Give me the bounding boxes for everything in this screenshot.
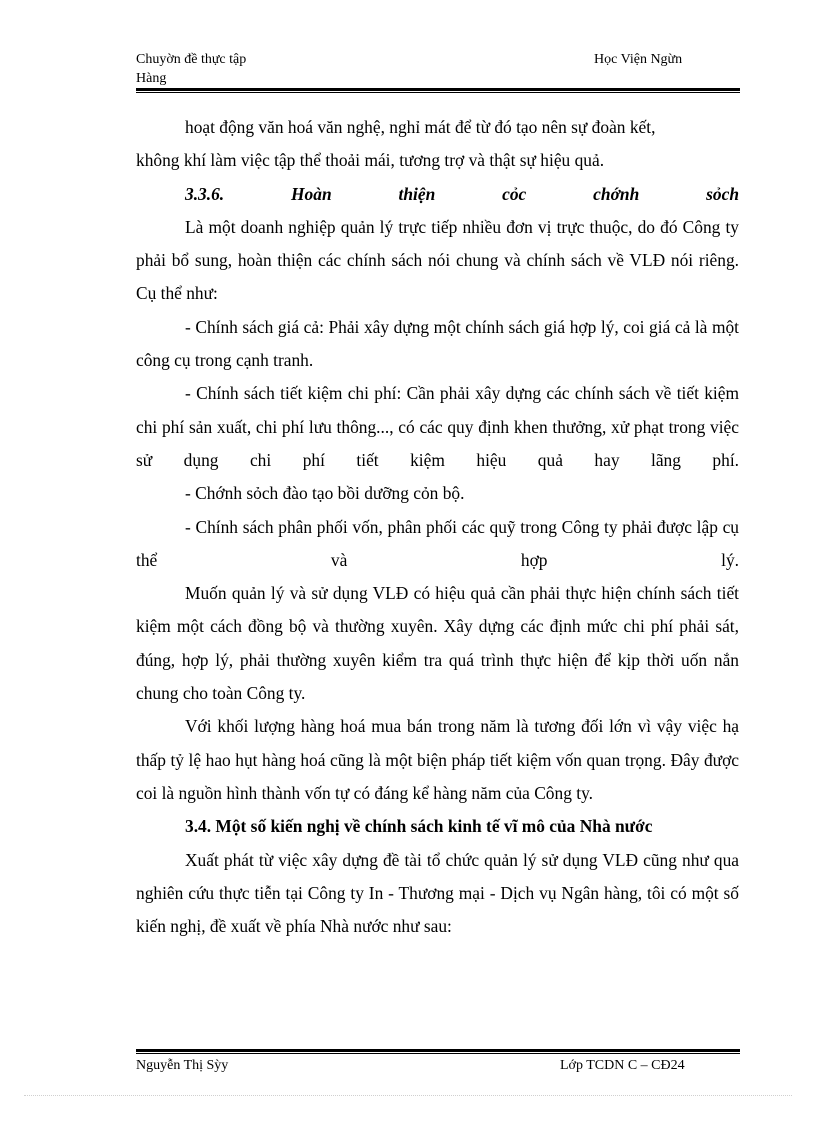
header-rule (136, 88, 740, 93)
paragraph-training-policy: - Chớnh sỏch đào tạo bồi dưỡng cỏn bộ. (185, 483, 465, 504)
paragraph-7: Muốn quản lý và sử dụng VLĐ có hiệu quả cần phải thực hiện chính sách tiết kiệm một cách đồng bộ và thường xuyên. Xây dựng các định mức chi phí phải sát, đúng, hợp lý, phải thường xuyên kiểm tra quá trình thực hiện để kịp thời uốn nắn chung cho toàn Công ty. (136, 583, 739, 704)
header-institution: Học Viện Ngừn (594, 52, 683, 67)
heading-word: chớnh (593, 183, 640, 204)
heading-word: Hoàn (291, 183, 332, 204)
paragraph-price-policy: - Chính sách giá cả: Phải xây dựng một chính sách giá hợp lý, coi giá cả là một công cụ trong cạnh tranh. (136, 316, 739, 371)
heading-word: 3.3.6. (185, 183, 225, 204)
heading-word: cỏc (502, 183, 527, 204)
footer-rule (136, 1049, 740, 1054)
section-heading-3-3-6 (136, 178, 739, 211)
paragraph-1 (136, 111, 739, 178)
header-title-continued: Hàng (136, 71, 167, 86)
footer-class: Lớp TCDN C – CĐ24 (560, 1058, 685, 1073)
paragraph-cost-saving-policy: - Chính sách tiết kiệm chi phí: Cần phải xây dựng các chính sách về tiết kiệm chi phí sản xuất, chi phí lưu thông..., có các quy định khen thưởng, xử phạt trong việc sử dụng chi phí tiết kiệm hiệu quả hay lãng phí. (136, 383, 739, 470)
footer-author: Nguyễn Thị Sỳy (136, 1058, 229, 1073)
paragraph-9: Xuất phát từ việc xây dựng đề tài tổ chức quản lý sử dụng VLĐ cũng như qua nghiên cứu thực tiễn tại Công ty In - Thương mại - Dịch vụ Ngân hàng, tôi có một số kiến nghị, đề xuất về phía Nhà nước như sau: (136, 849, 739, 937)
heading-word: sỏch (706, 183, 739, 204)
paragraph-capital-policy: - Chính sách phân phối vốn, phân phối các quỹ trong Công ty phải được lập cụ thể và hợp lý. (136, 516, 739, 570)
section-heading-3-4: 3.4. Một số kiến nghị về chính sách kinh tế vĩ mô của Nhà nước (185, 816, 653, 837)
document-body (136, 111, 739, 943)
page-edge (24, 1095, 792, 1096)
paragraph-1-line-2: không khí làm việc tập thể thoải mái, tương trợ và thật sự hiệu quả. (136, 150, 605, 171)
header-left (136, 50, 246, 88)
paragraph-2: Là một doanh nghiệp quản lý trực tiếp nhiều đơn vị trực thuộc, do đó Công ty phải bổ sung, hoàn thiện các chính sách nói chung và chính sách về VLĐ nói riêng. Cụ thể như: (136, 216, 739, 304)
heading-word: thiện (398, 183, 436, 204)
header-title: Chuyờn đề thực tập (136, 52, 247, 67)
paragraph-1-line-1: hoạt động văn hoá văn nghệ, nghỉ mát để từ đó tạo nên sự đoàn kết, (185, 117, 656, 137)
paragraph-8: Với khối lượng hàng hoá mua bán trong năm là tương đối lớn vì vậy việc hạ thấp tỷ lệ hao hụt hàng hoá cũng là một biện pháp tiết kiệm vốn quan trọng. Đây được coi là nguồn hình thành vốn tự có đáng kể hàng năm của Công ty. (136, 716, 739, 803)
